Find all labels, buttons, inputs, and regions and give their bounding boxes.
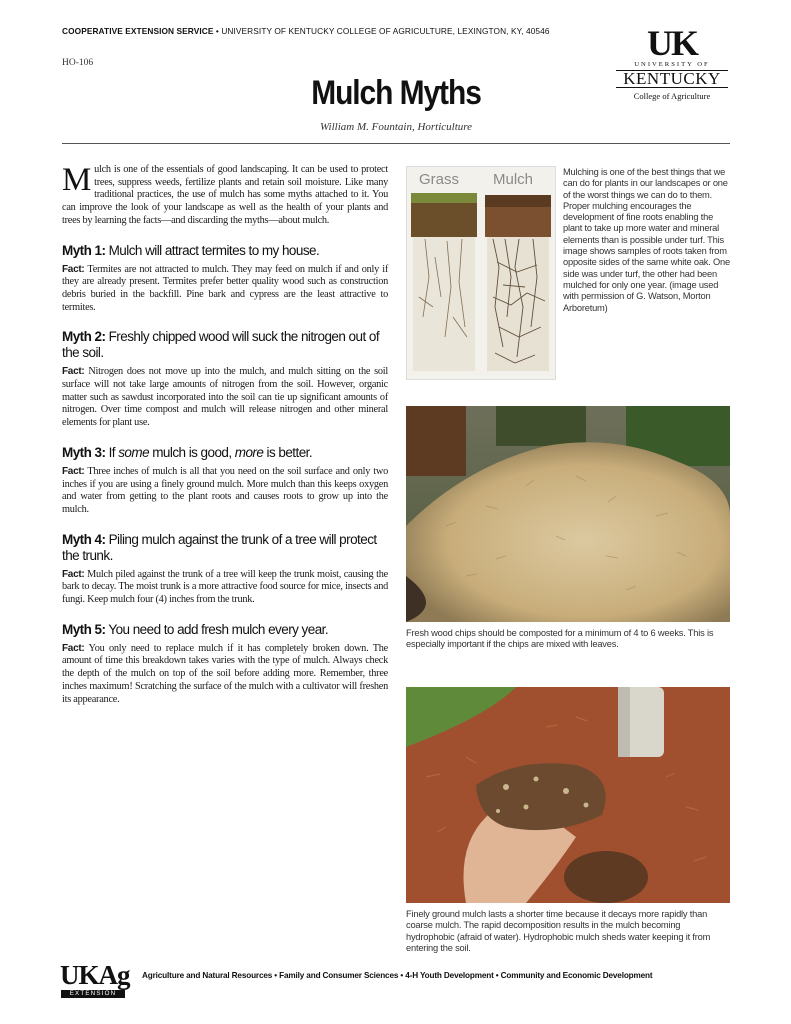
fact-paragraph: [62, 643, 388, 707]
fact-text: Nitrogen does not move up into the mulch, and mulch sitting on the soil surface will not take large amounts of nitrogen from the soil. However, organic matter such as sawdust incorporated into the soil can tie up significant amounts of nitrogen. Over time compost and mulch will release nitrogen and other mineral elements for plant use.: [62, 366, 388, 429]
ground-mulch-caption: Finely ground mulch lasts a shorter time because it decays more rapidly than coarse mulch. The rapid decomposition results in the mulch becoming hydrophobic (afraid of water). Hydrophobic mulch sheds water keeping it from entering the soil.: [406, 909, 711, 953]
uk-logo-mark: UK: [647, 23, 697, 63]
fact-paragraph: [62, 264, 388, 315]
myth-heading: [62, 329, 388, 361]
fact-text: Mulch piled against the trunk of a tree will keep the trunk moist, causing the bark to decay. The moist trunk is a more attractive food source for mice, insects and fungi. Keep mulch four (4) inches from the trunk.: [62, 568, 388, 606]
author-line: William M. Fountain, Horticulture: [319, 121, 473, 133]
intro-dropcap: M: [62, 162, 92, 198]
ground-mulch-photo: [406, 687, 730, 903]
ukag-logo-word: UKAg: [60, 960, 130, 990]
page-title: Mulch Myths: [311, 74, 481, 112]
wood-chips-photo: [406, 406, 730, 622]
myth-number: Myth 1:: [62, 242, 106, 258]
organization-line: [62, 26, 622, 36]
root-comparison-image: [406, 166, 556, 380]
wood-chips-caption: Fresh wood chips should be composted for a minimum of 4 to 6 weeks. This is especially important if the chips are mixed with leaves.: [406, 628, 714, 650]
myth-number: Myth 3:: [62, 444, 106, 460]
myth-number: Myth 2:: [62, 329, 106, 345]
uk-logo-state: KENTUCKY: [616, 70, 728, 88]
uk-logo-college: College of Agriculture: [633, 91, 711, 101]
myth-number: Myth 4:: [62, 531, 106, 547]
fact-label: Fact:: [62, 568, 85, 580]
fact-text: Three inches of mulch is all that you need on the soil surface and only two inches if you are using a finely ground mulch. More mulch than this keeps oxygen and water from getting to the plant roots and causes roots to grow up into the mulch.: [62, 465, 388, 515]
myth-text: Mulch will attract termites to my house.: [105, 242, 320, 258]
myth-text-middle: mulch is good,: [149, 444, 235, 460]
myth-heading: [62, 532, 388, 564]
fact-paragraph: [62, 466, 388, 517]
organization-address: • UNIVERSITY OF KENTUCKY COLLEGE OF AGRICULTURE, LEXINGTON, KY, 40546: [213, 26, 550, 36]
fact-label: Fact:: [62, 642, 85, 654]
program-areas-footer: Agriculture and Natural Resources • Family and Consumer Sciences • 4-H Youth Development • Community and Economic Development: [142, 971, 653, 980]
fact-paragraph: [62, 569, 388, 607]
fact-text: Termites are not attracted to mulch. They may feed on mulch if and only if they are already present. Termites prefer better quality wood such as construction debris buried in the backfill. Pine bark and cypress are the least attractive to termites.: [62, 263, 388, 313]
root-comparison-illustration: [407, 167, 555, 379]
myth-text: You need to add fresh mulch every year.: [105, 621, 329, 637]
organization-name: COOPERATIVE EXTENSION SERVICE: [62, 26, 214, 36]
myth-emphasis: some: [118, 444, 150, 460]
fact-paragraph: [62, 366, 388, 430]
fact-label: Fact:: [62, 366, 85, 378]
fact-label: Fact:: [62, 465, 85, 477]
uk-college-logo: [612, 23, 732, 106]
myth-text: Piling mulch against the trunk of a tree will protect the trunk.: [62, 531, 377, 563]
myth-text: Freshly chipped wood will suck the nitrogen out of the soil.: [62, 329, 380, 361]
ground-mulch-illustration: [406, 687, 730, 903]
publication-code: HO-106: [62, 58, 94, 68]
fact-label: Fact:: [62, 263, 85, 275]
ukag-extension-logo: [60, 960, 130, 997]
wood-chips-illustration: [406, 406, 730, 622]
myth-heading: [62, 243, 388, 259]
myth-emphasis: more: [234, 444, 264, 460]
ukag-logo-band: EXTENSION: [61, 990, 125, 998]
root-image-grass-label: Grass: [419, 171, 460, 188]
fact-text: You only need to replace mulch if it has completely broken down. The amount of time this breakdown takes varies with the type of mulch. Always check the depth of the mulch on top of the soil before adding more. Remember, three inches maximum! Scratching the surface of the mulch with a cultivator will freshen its appearance.: [62, 642, 388, 705]
intro-paragraph: [62, 164, 388, 228]
root-comparison-caption: Mulching is one of the best things that we can do for plants in our landscapes or one of the worst things we can do to them. Proper mulching encourages the development of fine roots enabling the plant to take up more water and mineral elements than is possible under turf. This image shows samples of roots taken from opposite sides of the same white oak. One side was under turf, the other had been mulched for only one year. (image used with permission of G. Watson, Morton Arboretum): [563, 167, 730, 313]
header-divider: [62, 143, 730, 144]
root-image-mulch-label: Mulch: [493, 171, 534, 188]
myth-text-end: is better.: [263, 444, 313, 460]
myth-heading: [62, 622, 388, 638]
intro-text: ulch is one of the essentials of good landscaping. It can be used to protect trees, suppress weeds, fertilize plants and retain soil moisture. Like many traditional practices, the use of mulch has some myths attached to it. You can improve the look of your landscape as well as the health of your plants and trees by learning the facts—and discarding the myths—about mulch.: [62, 164, 388, 226]
uk-logo-university: UNIVERSITY OF: [634, 61, 710, 68]
article-column: [62, 164, 388, 706]
myth-heading: [62, 445, 388, 461]
myth-text: If: [105, 444, 119, 460]
myth-number: Myth 5:: [62, 621, 106, 637]
